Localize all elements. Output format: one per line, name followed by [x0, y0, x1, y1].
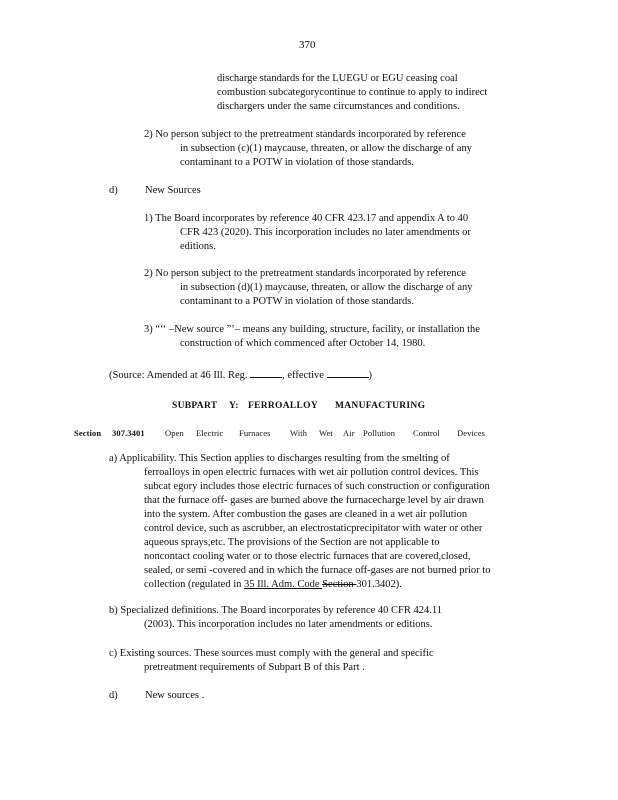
- subsection-marker: d): [109, 690, 118, 701]
- item-line: in subsection (c)(1) maycause, threaten, or allow the discharge of any: [180, 143, 472, 154]
- section-word: Open: [165, 428, 184, 438]
- register-blank: [250, 366, 282, 378]
- item-line: sealed, or semi -covered and in which the furnace off-gases are not burned prior to: [144, 565, 491, 576]
- item-line: aqueous sprays,etc. The provisions of the Section are not applicable to: [144, 537, 440, 548]
- subpart-name: FERROALLOY: [248, 401, 319, 411]
- item-line: 2) No person subject to the pretreatment standards incorporated by reference: [144, 268, 466, 279]
- item-line: editions.: [180, 241, 216, 252]
- item-line: pretreatment requirements of Subpart B of this Part .: [144, 662, 365, 673]
- section-word: Air: [343, 428, 355, 438]
- subsection-marker: d): [109, 185, 118, 196]
- section-word: Furnaces: [239, 428, 271, 438]
- section-word: Electric: [196, 428, 224, 438]
- item-b-definitions: [109, 604, 442, 632]
- item-line: b) Specialized definitions. The Board incorporates by reference 40 CFR 424.11: [109, 605, 442, 616]
- item-line: 3) “‘‘ –New source ”’– means any building, structure, facility, or installation the: [144, 324, 480, 335]
- item-c2: [144, 128, 472, 170]
- section-word: Wet: [319, 428, 333, 438]
- item-line: [109, 578, 490, 592]
- item-line: ferroalloys in open electric furnaces with wet air pollution control devices. This: [144, 467, 479, 478]
- paragraph-line: combustion subcategorycontinue to continue to apply to indirect: [217, 87, 488, 98]
- section-number: 307.3401: [112, 428, 145, 438]
- item-line: c) Existing sources. These sources must comply with the general and specific: [109, 648, 434, 659]
- item-line: (2003). This incorporation includes no later amendments or editions.: [144, 619, 433, 630]
- item-c-existing-sources: [109, 647, 434, 675]
- section-word: Pollution: [363, 428, 396, 438]
- item-line: construction of which commenced after October 14, 1980.: [180, 338, 426, 349]
- text-run: collection (regulated in: [144, 579, 245, 590]
- item-line: CFR 423 (2020). This incorporation includes no later amendments or: [180, 227, 471, 238]
- paragraph-line: discharge standards for the LUEGU or EGU ceasing coal: [217, 73, 458, 84]
- subsection-title: New Sources: [145, 185, 201, 196]
- source-note-text: (Source: Amended at 46 Ill. Reg.: [109, 370, 248, 381]
- effective-blank: [327, 366, 369, 378]
- item-line: subcat egory includes those electric furnaces of such construction or configuration: [144, 481, 490, 492]
- item-line: in subsection (d)(1) maycause, threaten, or allow the discharge of any: [180, 282, 473, 293]
- text-run: 301.3402).: [356, 579, 402, 590]
- item-d1: [144, 212, 471, 254]
- item-line: noncontact cooling water or to those electric furnaces that are covered,closed,: [144, 551, 471, 562]
- subpart-industry: MANUFACTURING: [335, 401, 426, 411]
- page-number: 370: [299, 39, 316, 51]
- section-word: Devices: [457, 428, 486, 438]
- source-note-close: ): [368, 370, 373, 381]
- item-line: control device, such as ascrubber, an electrostaticprecipitator with water or other: [144, 523, 483, 534]
- item-line: that the furnace off- gases are burned above the furnacecharge level by air drawn: [144, 495, 484, 506]
- item-d3: [144, 323, 480, 351]
- section-word: With: [290, 428, 308, 438]
- subsection-title: New sources .: [145, 690, 205, 701]
- subpart-letter: Y:: [229, 401, 239, 411]
- item-line: 2) No person subject to the pretreatment standards incorporated by reference: [144, 129, 466, 140]
- source-note: [109, 366, 372, 383]
- item-line: contaminant to a POTW in violation of those standards.: [180, 296, 414, 307]
- section-label: Section: [74, 428, 102, 438]
- subpart-label: SUBPART: [172, 401, 218, 411]
- item-line: a) Applicability. This Section applies to discharges resulting from the smelting of: [109, 453, 450, 464]
- item-line: 1) The Board incorporates by reference 40 CFR 423.17 and appendix A to 40: [144, 213, 469, 224]
- continued-paragraph: [217, 72, 487, 114]
- source-note-effective: , effective: [282, 370, 324, 381]
- deleted-text: Section: [322, 579, 357, 590]
- item-line: into the system. After combustion the gases are cleaned in a wet air pollution: [144, 509, 468, 520]
- item-line: contaminant to a POTW in violation of those standards.: [180, 157, 414, 168]
- item-d2: [144, 267, 473, 309]
- section-word: Control: [413, 428, 440, 438]
- item-a-applicability: [109, 452, 490, 592]
- inserted-text: 35 Ill. Adm. Code: [244, 579, 323, 590]
- paragraph-line: dischargers under the same circumstances and conditions.: [217, 101, 460, 112]
